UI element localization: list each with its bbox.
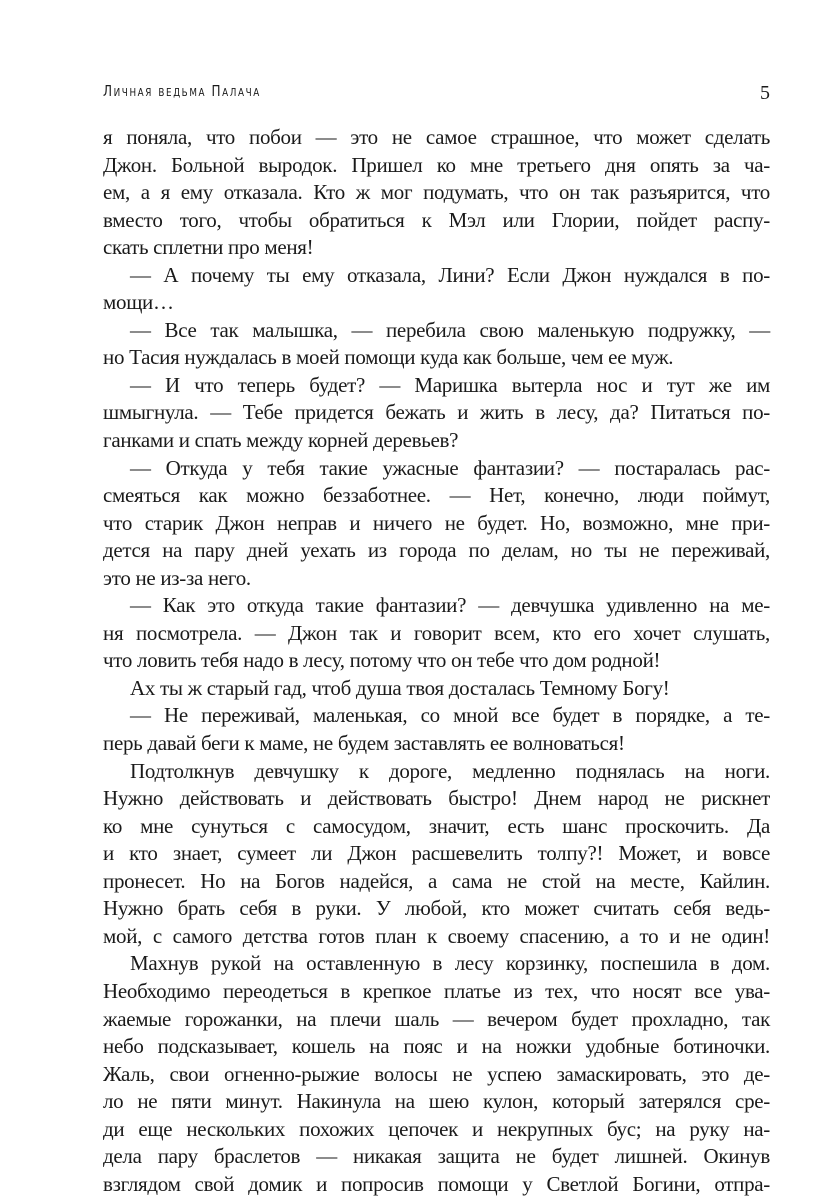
page-number: 5 <box>760 82 770 104</box>
text-line: взглядом свой домик и попросив помощи у Светлой Богини, отпра- <box>103 1171 770 1196</box>
text-line: перь давай беги к маме, не будем заставлять ее волноваться! <box>103 731 625 756</box>
text-line: дела пару браслетов — никакая защита не будет лишней. Окинув <box>103 1144 770 1169</box>
text-line: но Тасия нуждалась в моей помощи куда как больше, чем ее муж. <box>103 345 674 370</box>
text-line: мой, с самого детства готов план к своему спасению, а то и не один! <box>103 923 770 948</box>
text-line: ди еще нескольких похожих цепочек и некрупных бус; на руку на- <box>103 1116 770 1141</box>
text-line: смеяться как можно беззаботнее. — Нет, конечно, люди поймут, <box>103 483 770 508</box>
text-line: это не из-за него. <box>103 565 251 590</box>
text-line: мощи… <box>103 290 174 315</box>
text-line: пронесет. Но на Богов надейся, а сама не стой на месте, Кайлин. <box>103 868 770 893</box>
text-line: — Не переживай, маленькая, со мной все будет в порядке, а те- <box>130 703 770 728</box>
text-line: и кто знает, сумеет ли Джон расшевелить толпу?! Может, и вовсе <box>103 841 770 866</box>
text-line: ло не пяти минут. Накинула на шею кулон, который затерялся сре- <box>103 1089 770 1114</box>
text-line: жаемые горожанки, на плечи шаль — вечером будет прохладно, так <box>103 1006 770 1031</box>
text-line: небо подсказывает, кошель на пояс и на ножки удобные ботиночки. <box>103 1034 770 1059</box>
running-title: Личная ведьма Палача <box>103 82 261 100</box>
text-line: Махнув рукой на оставленную в лесу корзинку, поспешила в дом. <box>130 951 770 976</box>
body-text <box>103 124 770 1198</box>
text-line: — Как это откуда такие фантазии? — девчушка удивленно на ме- <box>130 593 770 618</box>
text-line: я поняла, что побои — это не самое страшное, что может сделать <box>103 125 770 149</box>
text-line: Джон. Больной выродок. Пришел ко мне третьего дня опять за ча- <box>103 152 770 177</box>
text-line: ем, а я ему отказала. Кто ж мог подумать, что он так разъярится, что <box>103 180 770 205</box>
text-line: Подтолкнув девчушку к дороге, медленно поднялась на ноги. <box>130 758 770 783</box>
text-line: ко мне сунуться с самосудом, значит, есть шанс проскочить. Да <box>103 813 770 838</box>
text-line: Нужно действовать и действовать быстро! Днем народ не рискнет <box>103 786 770 811</box>
text-line: шмыгнула. — Тебе придется бежать и жить в лесу, да? Питаться по- <box>103 400 770 425</box>
text-line: — И что теперь будет? — Маришка вытерла нос и тут же им <box>130 372 770 397</box>
text-line: Необходимо переодеться в крепкое платье из тех, что носят все ува- <box>103 978 770 1003</box>
text-line: Нужно брать себя в руки. У любой, кто может считать себя ведь- <box>103 896 770 921</box>
text-line: — Откуда у тебя такие ужасные фантазии? — постаралась рас- <box>130 455 770 480</box>
text-line: что старик Джон неправ и ничего не будет. Но, возможно, мне при- <box>103 510 770 535</box>
text-line: что ловить тебя надо в лесу, потому что он тебе что дом родной! <box>103 648 661 673</box>
running-header <box>103 82 770 112</box>
text-line: Ах ты ж старый гад, чтоб душа твоя досталась Темному Богу! <box>130 675 670 700</box>
text-line: — Все так малышка, — перебила свою маленькую подружку, — <box>130 317 770 342</box>
text-line: дется на пару дней уехать из города по делам, но ты не переживай, <box>103 538 770 563</box>
text-line: — А почему ты ему отказала, Лини? Если Джон нуждался в по- <box>130 262 770 287</box>
text-line: ганками и спать между корней деревьев? <box>103 428 459 453</box>
text-line: скать сплетни про меня! <box>103 235 314 260</box>
text-line: Жаль, свои огненно-рыжие волосы не успею замаскировать, это де- <box>103 1061 770 1086</box>
text-line: ня посмотрела. — Джон так и говорит всем, кто его хочет слушать, <box>103 620 770 645</box>
text-line: вместо того, чтобы обратиться к Мэл или Глории, пойдет распу- <box>103 207 770 232</box>
